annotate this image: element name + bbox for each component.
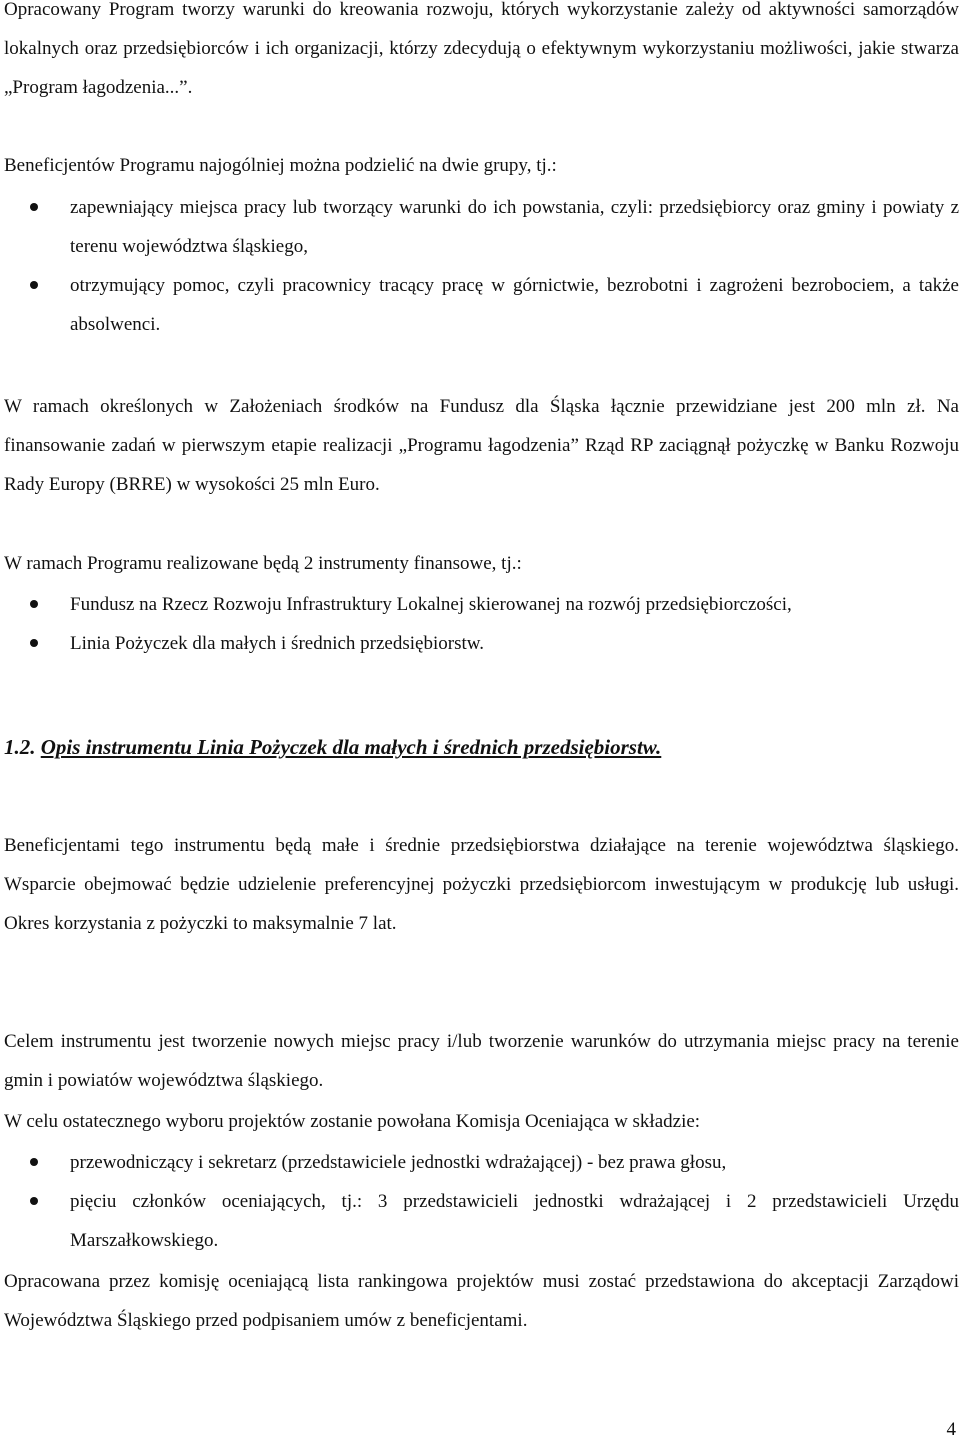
paragraph-instruments-intro: W ramach Programu realizowane będą 2 instrumenty finansowe, tj.:: [4, 553, 522, 574]
list-instruments: [4, 585, 959, 663]
paragraph-funds: W ramach określonych w Założeniach środków na Fundusz dla Śląska łącznie przewidziane jest 200 mln zł. Na finansowanie zadań w pierwszym etapie realizacji „Programu łagodzenia” Rząd RP zaciągnął pożyczkę w Banku Rozwoju Rady Europy (BRRE) w wysokości 25 mln Euro.: [4, 396, 959, 495]
list-item: otrzymujący pomoc, czyli pracownicy tracący pracę w górnictwie, bezrobotni i zagrożeni bezrobociem, a także absolwenci.: [4, 266, 959, 344]
list-item: zapewniający miejsca pracy lub tworzący warunki do ich powstania, czyli: przedsiębiorcy oraz gminy i powiaty z terenu województwa śląskiego,: [4, 188, 959, 266]
list-commission-members: [4, 1143, 959, 1260]
page-number: 4: [946, 1419, 956, 1440]
list-item: Linia Pożyczek dla małych i średnich przedsiębiorstw.: [4, 624, 959, 663]
paragraph-ranking: Opracowana przez komisję oceniającą lista rankingowa projektów musi zostać przedstawiona do akceptacji Zarządowi Województwa Śląskiego przed podpisaniem umów z beneficjentami.: [4, 1271, 959, 1331]
paragraph-intro: Opracowany Program tworzy warunki do kreowania rozwoju, których wykorzystanie zależy od aktywności samorządów lokalnych oraz przedsiębiorców i ich organizacji, którzy zdecydują o efektywnym wykorzystaniu możliwości, jakie stwarza „Program łagodzenia...”.: [4, 0, 959, 98]
paragraph-goal: Celem instrumentu jest tworzenie nowych miejsc pracy i/lub tworzenie warunków do utrzymania miejsc pracy na terenie gmin i powiatów województwa śląskiego.: [4, 1031, 959, 1091]
paragraph-section-beneficiaries: Beneficjentami tego instrumentu będą małe i średnie przedsiębiorstwa działające na terenie województwa śląskiego. Wsparcie obejmować będzie udzielenie preferencyjnej pożyczki przedsiębiorcom inwestującym w produkcję lub usługi. Okres korzystania z pożyczki to maksymalnie 7 lat.: [4, 835, 959, 934]
list-item: przewodniczący i sekretarz (przedstawiciele jednostki wdrażającej) - bez prawa głosu,: [4, 1143, 959, 1182]
section-title: Opis instrumentu Linia Pożyczek dla małych i średnich przedsiębiorstw.: [40, 735, 662, 759]
list-item: pięciu członków oceniających, tj.: 3 przedstawicieli jednostki wdrażającej i 2 przedstawicieli Urzędu Marszałkowskiego.: [4, 1182, 959, 1260]
paragraph-beneficiaries-intro: Beneficjentów Programu najogólniej można podzielić na dwie grupy, tj.:: [4, 155, 557, 176]
bullet-icon: [30, 600, 38, 608]
list-beneficiary-groups: [4, 188, 959, 344]
paragraph-commission-intro: W celu ostatecznego wyboru projektów zostanie powołana Komisja Oceniająca w składzie:: [4, 1111, 701, 1132]
bullet-icon: [30, 1197, 38, 1205]
section-heading: [4, 728, 661, 767]
list-item: Fundusz na Rzecz Rozwoju Infrastruktury Lokalnej skierowanej na rozwój przedsiębiorczości,: [4, 585, 959, 624]
bullet-icon: [30, 1158, 38, 1166]
bullet-icon: [30, 281, 38, 289]
bullet-icon: [30, 639, 38, 647]
bullet-icon: [30, 203, 38, 211]
section-number: 1.2.: [4, 735, 36, 759]
